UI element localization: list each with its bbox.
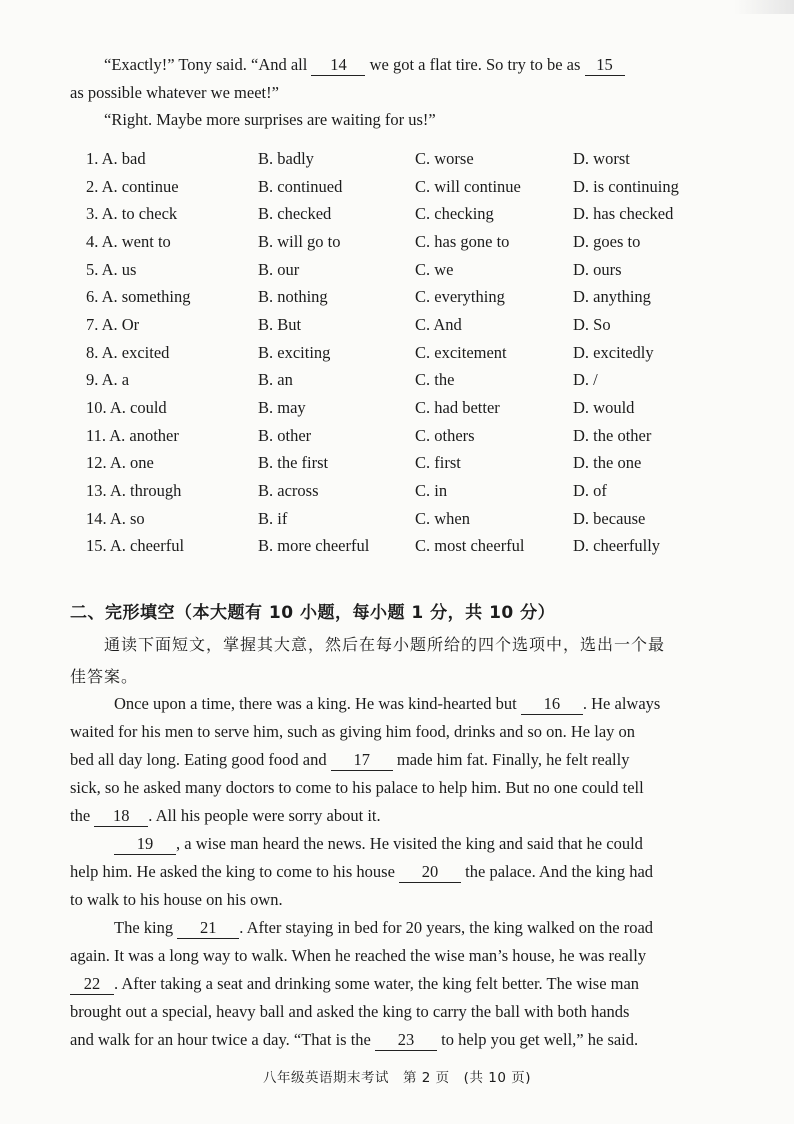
passage-text: bed all day long. Eating good food and <box>70 750 327 769</box>
passage-line-1 <box>104 55 625 76</box>
option-d: D. the other <box>573 425 652 445</box>
option-row <box>86 339 723 367</box>
option-row <box>86 450 723 478</box>
option-d: D. because <box>573 508 646 528</box>
blank-17: 17 <box>331 750 393 771</box>
option-c: C. we <box>415 259 454 279</box>
option-row <box>86 228 723 256</box>
option-b: B. other <box>258 425 312 445</box>
scan-corner-mark <box>734 0 794 14</box>
option-b: B. exciting <box>258 342 331 362</box>
passage-text: and walk for an hour twice a day. “That is the <box>70 1030 371 1049</box>
option-d: D. ours <box>573 259 622 279</box>
passage2-line-12: brought out a special, heavy ball and asked the king to carry the ball with both hands <box>70 1002 630 1021</box>
option-c: C. in <box>415 481 448 501</box>
option-d: D. is continuing <box>573 176 679 196</box>
option-a: 8. A. excited <box>86 342 170 362</box>
option-c: C. And <box>415 314 462 334</box>
option-c: C. checking <box>415 204 494 224</box>
option-b: B. nothing <box>258 287 328 307</box>
passage-text: the palace. And the king had <box>465 862 654 881</box>
passage2-line-13 <box>70 1030 638 1051</box>
option-a: 4. A. went to <box>86 231 171 251</box>
page-footer: 八年级英语期末考试 第 2 页 (共 10 页) <box>263 1070 531 1086</box>
option-b: B. continued <box>258 176 343 196</box>
blank-22: 22 <box>70 974 114 995</box>
option-a: 2. A. continue <box>86 176 179 196</box>
passage-text: made him fat. Finally, he felt really <box>396 750 630 769</box>
passage-line-3: “Right. Maybe more surprises are waiting for us!” <box>104 110 436 129</box>
passage2-line-6 <box>114 834 643 855</box>
option-d: D. the one <box>573 453 642 473</box>
option-a: 9. A. a <box>86 370 130 390</box>
option-c: C. others <box>415 425 475 445</box>
passage-text: we got a flat tire. So try to be as <box>369 55 581 74</box>
passage2-line-3 <box>70 750 629 771</box>
passage-text: , a wise man heard the news. He visited the king and said that he could <box>176 834 643 853</box>
passage-text: . After taking a seat and drinking some water, the king felt better. The wise man <box>114 974 640 993</box>
option-row <box>86 256 723 284</box>
blank-21: 21 <box>177 918 239 939</box>
passage-text: help him. He asked the king to come to his house <box>70 862 395 881</box>
option-row <box>86 173 723 201</box>
option-row <box>86 145 723 173</box>
option-a: 3. A. to check <box>86 204 178 224</box>
option-a: 15. A. cheerful <box>86 536 185 556</box>
section-title: 二、完形填空（本大题有 10 小题，每小题 1 分，共 10 分） <box>70 603 556 623</box>
blank-16: 16 <box>521 694 583 715</box>
passage-text: . All his people were sorry about it. <box>148 806 381 825</box>
option-c: C. first <box>415 453 461 473</box>
option-b: B. the first <box>258 453 329 473</box>
option-b: B. an <box>258 370 293 390</box>
option-b: B. our <box>258 259 300 279</box>
option-b: B. checked <box>258 204 332 224</box>
option-a: 1. A. bad <box>86 148 146 168</box>
option-a: 7. A. Or <box>86 314 140 334</box>
blank-23: 23 <box>375 1030 437 1051</box>
blank-19: 19 <box>114 834 176 855</box>
option-c: C. when <box>415 508 470 528</box>
option-row <box>86 505 723 533</box>
passage2-line-7 <box>70 862 653 883</box>
blank-20: 20 <box>399 862 461 883</box>
passage-line-2: as possible whatever we meet!” <box>70 83 279 102</box>
passage2-line-8: to walk to his house on his own. <box>70 890 283 909</box>
passage2-line-5 <box>70 806 381 827</box>
option-row <box>86 283 723 311</box>
option-a: 5. A. us <box>86 259 137 279</box>
option-row <box>86 394 723 422</box>
option-row <box>86 367 723 395</box>
passage-text: . He always <box>582 694 661 713</box>
option-row <box>86 422 723 450</box>
passage-text: The king <box>114 918 174 937</box>
option-b: B. badly <box>258 148 314 168</box>
options-table <box>86 145 723 560</box>
option-d: D. of <box>573 481 607 501</box>
option-b: B. But <box>258 314 302 334</box>
passage2-line-10: again. It was a long way to walk. When he reached the wise man’s house, he was really <box>70 946 647 965</box>
option-c: C. had better <box>415 398 500 418</box>
option-b: B. if <box>258 508 288 528</box>
passage-text: Once upon a time, there was a king. He was kind-hearted but <box>114 694 517 713</box>
instructions-line-2: 佳答案。 <box>70 667 139 686</box>
passage2-line-1 <box>114 694 660 715</box>
option-c: C. worse <box>415 148 474 168</box>
option-b: B. across <box>258 481 319 501</box>
option-c: C. everything <box>415 287 505 307</box>
option-d: D. cheerfully <box>573 536 661 556</box>
option-d: D. would <box>573 398 635 418</box>
option-d: D. So <box>573 314 611 334</box>
option-a: 12. A. one <box>86 453 154 473</box>
passage-text: “Exactly!” Tony said. “And all <box>104 55 308 74</box>
option-c: C. excitement <box>415 342 507 362</box>
option-a: 10. A. could <box>86 398 167 418</box>
passage-text: . After staying in bed for 20 years, the king walked on the road <box>239 918 654 937</box>
option-c: C. most cheerful <box>415 536 525 556</box>
option-b: B. may <box>258 398 306 418</box>
option-row <box>86 311 723 339</box>
option-c: C. the <box>415 370 455 390</box>
option-d: D. anything <box>573 287 651 307</box>
blank-18: 18 <box>94 806 148 827</box>
option-d: D. excitedly <box>573 342 654 362</box>
blank-15: 15 <box>585 55 625 76</box>
option-a: 13. A. through <box>86 481 182 501</box>
option-b: B. more cheerful <box>258 536 370 556</box>
passage2-line-11 <box>70 974 639 995</box>
passage-text: the <box>70 806 91 825</box>
option-row <box>86 200 723 228</box>
instructions-line-1: 通读下面短文，掌握其大意，然后在每小题所给的四个选项中，选出一个最 <box>104 635 666 654</box>
passage2-line-9 <box>114 918 653 939</box>
option-a: 6. A. something <box>86 287 191 307</box>
blank-14: 14 <box>311 55 365 76</box>
passage2-line-4: sick, so he asked many doctors to come to his palace to help him. But no one could tell <box>70 778 644 797</box>
passage-text: to help you get well,” he said. <box>441 1030 639 1049</box>
option-c: C. will continue <box>415 176 521 196</box>
option-d: D. goes to <box>573 231 641 251</box>
option-a: 14. A. so <box>86 508 145 528</box>
option-d: D. has checked <box>573 204 674 224</box>
option-d: D. / <box>573 370 598 390</box>
option-d: D. worst <box>573 148 630 168</box>
passage2-line-2: waited for his men to serve him, such as giving him food, drinks and so on. He lay on <box>70 722 636 741</box>
option-b: B. will go to <box>258 231 341 251</box>
option-row <box>86 533 723 561</box>
option-c: C. has gone to <box>415 231 510 251</box>
option-a: 11. A. another <box>86 425 179 445</box>
option-row <box>86 477 723 505</box>
